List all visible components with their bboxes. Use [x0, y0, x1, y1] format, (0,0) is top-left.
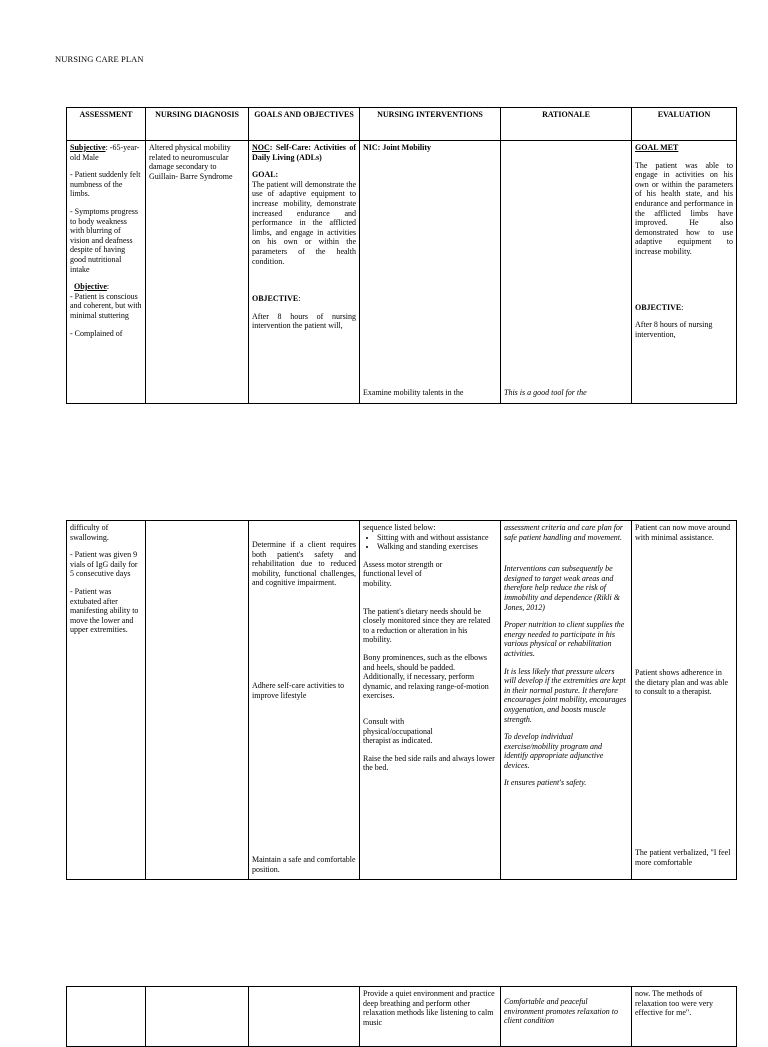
evaluation-text: The patient verbalized, "I feel more comfortable — [635, 848, 731, 867]
intervention-bullet-list — [363, 533, 497, 552]
goal-met-label: GOAL MET — [635, 143, 679, 152]
header-goals: GOALS AND OBJECTIVES — [249, 108, 360, 141]
intervention-text: Provide a quiet environment and practice deep breathing and perform other relaxation methods like listening to calm music — [363, 989, 495, 1027]
assessment-text: difficulty of swallowing. — [70, 523, 109, 542]
diagnosis-cell — [146, 141, 249, 404]
evaluation-text: Patient shows adherence in the dietary plan and was able to consult to a therapist. — [635, 668, 729, 697]
rationale-text: assessment criteria and care plan for safe patient handling and movement. — [504, 523, 624, 542]
goal-label: GOAL: — [252, 170, 279, 180]
goals-objective-text: After 8 hours of nursing intervention the patient will, — [252, 311, 356, 331]
goal-item: Determine if a client requires both patient's safety and rehabilitation due to reduced mobility, functional challenges, and cognitive impairment. — [252, 540, 356, 588]
rationale-text: Comfortable and peaceful environment promotes relaxation to client condition — [504, 997, 618, 1026]
evaluation-cell — [632, 987, 737, 1047]
intervention-text: Consult with physical/occupational therapist as indicated. — [363, 716, 433, 746]
assessment-cell: Subjective: -65-year-old Male - Patient suddenly felt numbness of the limbs. - Symptoms progress to body weakness with blurring of vision and deafness despite of having good nutritional intake Objective: - Patient is conscious and coherent, but with minimal stuttering - Complained of — [67, 141, 146, 404]
goals-objective-label: OBJECTIVE — [252, 294, 299, 304]
rationale-text: This is a good tool for the — [504, 388, 587, 397]
rationale-cell — [501, 521, 632, 880]
assessment-cell — [67, 987, 146, 1047]
list-item: • Walking and standing exercises — [377, 542, 497, 552]
subjective-item: - Symptoms progress to body weakness with blurring of vision and deafness despite of having good nutritional intake — [70, 206, 138, 274]
body-row — [67, 141, 737, 404]
header-diagnosis: NURSING DIAGNOSIS — [146, 108, 249, 141]
header-evaluation: EVALUATION — [632, 108, 737, 141]
rationale-text: Interventions can subsequently be designed to target weak areas and therefore help reduce the risk of immobility and dependence (Rikli & Jones, 2012) — [504, 564, 620, 612]
rationale-text: It is less likely that pressure ulcers will develop if the extremities are kept in their normal posture. It therefore encourages joint mobility, encourages oxygenation, and boosts muscle strength. — [504, 666, 627, 724]
intervention-text: Assess motor strength or functional level of mobility. — [363, 559, 443, 588]
subjective-intro: : -65-year-old Male — [70, 143, 140, 162]
rationale-text: To develop individual exercise/mobility program and identify appropriate adjunctive devices. — [504, 732, 604, 770]
intervention-text: Raise the bed side rails and always lower the bed. — [363, 753, 495, 773]
rationale-cell — [501, 987, 632, 1047]
header-interventions: NURSING INTERVENTIONS — [360, 108, 501, 141]
goal-item: Maintain a safe and comfortable position. — [252, 855, 356, 874]
evaluation-text: After 8 hours of nursing intervention, — [635, 320, 713, 339]
interventions-cell — [360, 141, 501, 404]
evaluation-text: The patient was able to engage in activities on his own or within the parameters of his health state, and his endurance and performance in the afflicted limbs have improved. He also demonstrated how to use adaptive equipment to increase mobility. — [635, 160, 733, 256]
assessment-cell — [67, 521, 146, 880]
intervention-text: Examine mobility talents in the — [363, 388, 464, 397]
noc-label: NOC — [252, 143, 270, 152]
subjective-item: - Patient suddenly felt numbness of the limbs. — [70, 170, 141, 199]
goals-cell — [249, 521, 360, 880]
evaluation-cell: GOAL MET The patient was able to engage in activities on his own or within the parameters of his health state, and his endurance and performance in the afflicted limbs have improved. He also demonstrated how to use adaptive equipment to increase mobility. OBJECTIVE: After 8 hours of nursing intervention, — [632, 141, 737, 404]
body-row — [67, 521, 737, 880]
interventions-cell — [360, 987, 501, 1047]
objective-label: Objective — [74, 282, 107, 292]
assessment-text: - Patient was extubated after manifesting ability to move the lower and upper extremities. — [70, 586, 139, 635]
rationale-text: Proper nutrition to client supplies the energy needed to participate in his various physical or rehabilitation activities. — [504, 620, 625, 658]
noc-text: : Self-Care: Activities of Daily Living (ADLs) — [252, 143, 356, 162]
body-row — [67, 987, 737, 1047]
interventions-cell — [360, 521, 501, 880]
care-plan-table-page1 — [66, 107, 737, 404]
evaluation-cell — [632, 521, 737, 880]
objective-item: - Complained of — [70, 328, 123, 338]
document-title: NURSING CARE PLAN — [55, 54, 144, 64]
header-rationale: RATIONALE — [501, 108, 632, 141]
intervention-text: The patient's dietary needs should be closely monitored since they are related to a reduction or alteration in his mobility. — [363, 606, 491, 645]
nic-label: NIC: Joint Mobility — [363, 143, 431, 152]
objective-item: - Patient is conscious and coherent, but with minimal stuttering — [70, 291, 142, 320]
goal-text: The patient will demonstrate the use of adaptive equipment to increase mobility, demonstrate increased endurance and performance in the afflicted limbs, and engage in activities on his own or within the parameters of the health condition. — [252, 179, 356, 266]
evaluation-text: now. The methods of relaxation too were very effective for me". — [635, 989, 713, 1018]
evaluation-text: Patient can now move around with minimal assistance. — [635, 523, 731, 542]
diagnosis-text: Altered physical mobility related to neuromuscular damage secondary to Guillain- Barre Syndrome — [149, 143, 233, 181]
goal-item: Adhere self-care activities to improve lifestyle — [252, 681, 345, 700]
subjective-label: Subjective — [70, 143, 106, 152]
goals-cell — [249, 987, 360, 1047]
header-assessment: ASSESSMENT — [67, 108, 146, 141]
diagnosis-cell — [146, 521, 249, 880]
intervention-text: sequence listed below: — [363, 523, 436, 532]
assessment-text: - Patient was given 9 vials of IgG daily for 5 consecutive days — [70, 550, 138, 579]
rationale-cell — [501, 141, 632, 404]
list-item: • Sitting with and without assistance — [377, 533, 497, 543]
header-row — [67, 108, 737, 141]
goals-cell: NOC: Self-Care: Activities of Daily Living (ADLs) GOAL: The patient will demonstrate the use of adaptive equipment to increase mobility, demonstrate increased endurance and performance in the afflicted limbs, and engage in activities on his own or within the parameters of the health condition. OBJECTIVE: After 8 hours of nursing intervention the patient will, — [249, 141, 360, 404]
intervention-text: Bony prominences, such as the elbows and heels, should be padded. Additionally, if necessary, perform dynamic, and relaxing range-of-motion exercises. — [363, 652, 489, 701]
care-plan-table-page2 — [66, 520, 737, 880]
diagnosis-cell — [146, 987, 249, 1047]
rationale-text: It ensures patient's safety. — [504, 778, 587, 788]
care-plan-table-page3 — [66, 986, 737, 1047]
evaluation-objective-label: OBJECTIVE — [635, 302, 682, 312]
